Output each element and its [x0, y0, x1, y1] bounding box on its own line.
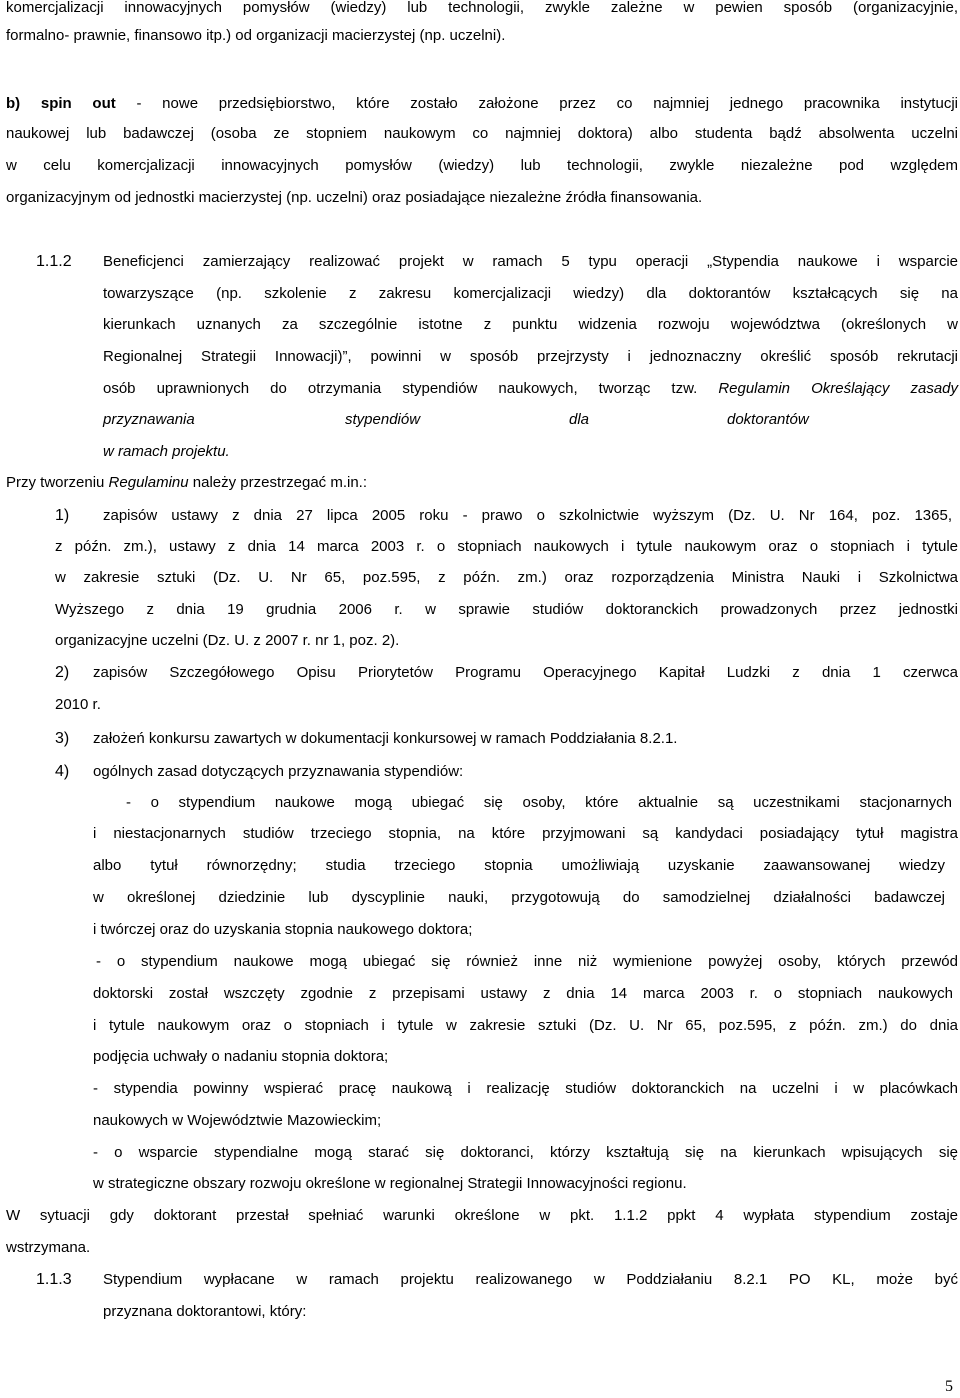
regulation-title: Regulamin Określający zasady: [718, 380, 958, 397]
regulation-title-end: w ramach projektu.: [103, 443, 230, 460]
bullet-line: doktorski został wszczęty zgodnie z przepisami ustawy z dnia 14 marca 2003 r. o stopniach naukowych: [93, 985, 953, 1002]
definition-term: b) spin out: [6, 95, 116, 112]
section-number: 1.1.2: [36, 253, 72, 270]
list-item-line: zapisów Szczegółowego Opisu Priorytetów Programu Operacyjnego Kapitał Ludzki z dnia 1 czerwca: [93, 664, 958, 681]
regulation-word: stypendiów: [345, 411, 421, 428]
list-item-line: Wyższego z dnia 19 grudnia 2006 r. w sprawie studiów doktoranckich prowadzonych przez jednostki: [55, 601, 958, 618]
bullet-line: - o wsparcie stypendialne mogą starać się doktoranci, którzy kształtują się na kierunkach wpisujących się: [93, 1144, 958, 1161]
bullet-line: albo tytuł równorzędny; studia trzeciego stopnia umożliwiają uzyskanie zaawansowanej wiedzy: [93, 857, 945, 874]
list-item-line: zapisów ustawy z dnia 27 lipca 2005 roku - prawo o szkolnictwie wyższym (Dz. U. Nr 164, poz. 1365,: [103, 507, 952, 524]
intro-text-end: należy przestrzegać m.in.:: [188, 474, 367, 491]
list-number: 4): [55, 763, 70, 780]
list-item-line: z późn. zm.), ustawy z dnia 14 marca 2003 r. o stopniach naukowych i tytule naukowym oraz o stopniach i tytule: [55, 538, 958, 555]
intro-line: [6, 473, 367, 493]
paragraph-line: formalno- prawnie, finansowo itp.) od organizacji macierzystej (np. uczelni).: [6, 27, 506, 44]
paragraph-line: organizacyjnym od jednostki macierzystej (np. uczelni) oraz posiadające niezależne źródła finansowania.: [6, 189, 703, 206]
bullet-line: i tytule naukowym oraz o stopniach i tytule w zakresie sztuki (Dz. U. Nr 65, poz.595, z późn. zm.) do dnia: [93, 1017, 958, 1034]
regulation-word: przyznawania: [103, 411, 195, 428]
intro-text: Przy tworzeniu: [6, 474, 109, 491]
section-line: Regionalnej Strategii Innowacji)”, powinni w sposób przejrzysty i jednoznaczny określić sposób rekrutacji: [103, 348, 958, 365]
section-line: towarzyszące (np. szkolenie z zakresu komercjalizacji wiedzy) dla doktorantów kształcących się na: [103, 285, 958, 302]
intro-italic: Regulaminu: [108, 474, 189, 491]
list-item-line: w zakresie sztuki (Dz. U. Nr 65, poz.595, z późn. zm.) oraz rozporządzenia Ministra Nauki i Szkolnictwa: [55, 569, 958, 586]
list-number: 3): [55, 730, 70, 747]
bullet-line: i niestacjonarnych studiów trzeciego stopnia, na które przyjmowani są kandydaci posiadający tytuł magistra: [93, 825, 958, 842]
section-line: kierunkach uznanych za szczególnie istotne z punktu widzenia rozwoju województwa (określonych w: [103, 316, 958, 333]
bullet-line: w strategiczne obszary rozwoju określone w regionalnej Strategii Innowacyjności regionu.: [93, 1175, 687, 1192]
definition-text: - nowe przedsiębiorstwo, które zostało założone przez co najmniej jednego pracownika instytucji: [115, 95, 958, 112]
bullet-line: - stypendia powinny wspierać pracę naukową i realizację studiów doktoranckich na uczelni i w placówkach: [93, 1080, 958, 1097]
list-item-line: ogólnych zasad dotyczących przyznawania stypendiów:: [93, 763, 464, 780]
paragraph-line: komercjalizacji innowacyjnych pomysłów (wiedzy) lub technologii, zwykle zależne w pewien sposób (organizacyjnie,: [6, 0, 958, 16]
bullet-line: i twórczej oraz do uzyskania stopnia naukowego doktora;: [93, 921, 473, 938]
section-line: [103, 379, 958, 399]
section-line: przyznana doktorantowi, który:: [103, 1303, 307, 1320]
list-item-line: 2010 r.: [55, 696, 101, 713]
list-item-line: organizacyjne uczelni (Dz. U. z 2007 r. nr 1, poz. 2).: [55, 632, 400, 649]
list-item-line: założeń konkursu zawartych w dokumentacji konkursowej w ramach Poddziałania 8.2.1.: [93, 730, 678, 747]
section-line: Stypendium wypłacane w ramach projektu realizowanego w Poddziałaniu 8.2.1 PO KL, może być: [103, 1271, 958, 1288]
regulation-word: doktorantów: [727, 411, 809, 428]
bullet-line: podjęcia uchwały o nadaniu stopnia doktora;: [93, 1048, 389, 1065]
bullet-line: w określonej dziedzinie lub dyscyplinie nauki, przygotowują do samodzielnej działalności badawczej: [93, 889, 945, 906]
paragraph-line: W sytuacji gdy doktorant przestał spełniać warunki określone w pkt. 1.1.2 ppkt 4 wypłata stypendium zostaje: [6, 1207, 958, 1224]
paragraph-line: w celu komercjalizacji innowacyjnych pomysłów (wiedzy) lub technologii, zwykle niezależne pod względem: [6, 157, 958, 174]
section-number: 1.1.3: [36, 1271, 72, 1288]
list-number: 2): [55, 664, 70, 681]
bullet-line: naukowych w Województwie Mazowieckim;: [93, 1112, 382, 1129]
bullet-line: - o stypendium naukowe mogą ubiegać się osoby, które aktualnie są uczestnikami stacjonarnych: [126, 794, 952, 811]
list-number: 1): [55, 507, 70, 524]
bullet-line: - o stypendium naukowe mogą ubiegać się również inne niż wymienione powyżej osoby, których przewód: [96, 953, 958, 970]
definition-spin-out: [6, 94, 958, 114]
section-line: Beneficjenci zamierzający realizować projekt w ramach 5 typu operacji „Stypendia naukowe i wsparcie: [103, 253, 958, 270]
regulation-word: dla: [569, 411, 590, 428]
paragraph-line: wstrzymana.: [6, 1239, 91, 1256]
paragraph-line: naukowej lub badawczej (osoba ze stopniem naukowym co najmniej doktora) albo studenta bądź absolwenta uczelni: [6, 125, 958, 142]
page-number: 5: [945, 1378, 953, 1395]
section-text: osób uprawnionych do otrzymania stypendiów naukowych, tworząc tzw.: [103, 380, 719, 397]
